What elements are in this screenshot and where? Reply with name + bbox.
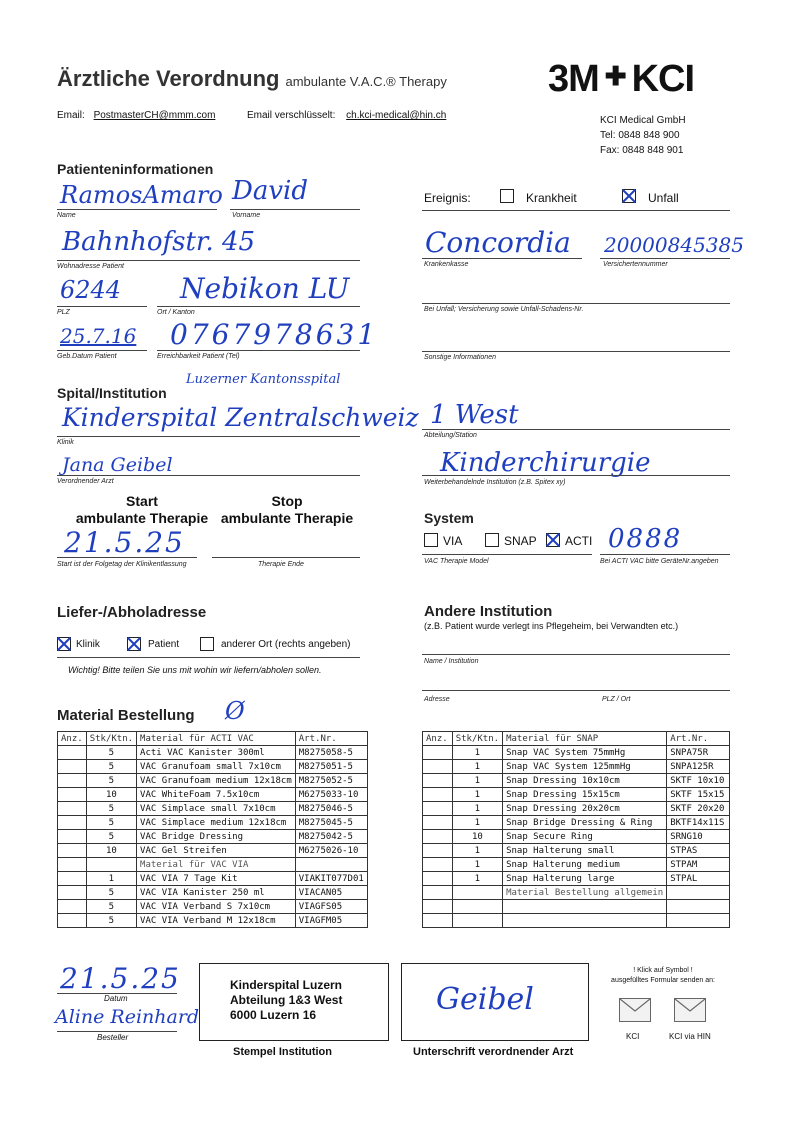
stamp-line-1: Kinderspital Luzern — [230, 978, 343, 992]
acti-material-cell — [295, 858, 367, 872]
acti-material-cell: M8275042-5 — [295, 830, 367, 844]
acti-material-cell: 5 — [86, 774, 136, 788]
acti-material-cell: VIACAN05 — [295, 886, 367, 900]
company-contact — [600, 113, 686, 158]
kci-hin-label: KCI via HIN — [669, 1032, 711, 1041]
signature-box — [401, 963, 589, 1041]
model-label: VAC Therapie Model — [424, 558, 489, 565]
andere-plz-label: PLZ / Ort — [602, 696, 631, 703]
acti-material-row — [58, 760, 368, 774]
snap-label: SNAP — [504, 534, 537, 548]
acti-material-cell: M8275045-5 — [295, 816, 367, 830]
snap-material-cell: BKTF14x11S — [667, 816, 730, 830]
snap-material-cell: 1 — [452, 746, 502, 760]
arzt-label: Verordnender Arzt — [57, 478, 114, 485]
footer-besteller-label: Besteller — [97, 1033, 129, 1042]
acti-material-cell — [86, 858, 136, 872]
snap-material-row — [423, 760, 730, 774]
snap-material-row — [423, 886, 730, 900]
snap-material-row — [423, 830, 730, 844]
acti-material-cell: 10 — [86, 788, 136, 802]
email-enc-row — [247, 110, 446, 121]
acti-material-cell: VIAGFS05 — [295, 900, 367, 914]
snap-material-cell: Snap Halterung medium — [503, 858, 667, 872]
snap-material-cell: 1 — [452, 760, 502, 774]
snap-material-cell: STPAM — [667, 858, 730, 872]
weiter-label: Weiterbehandelnde Institution (z.B. Spitex xy) — [424, 479, 566, 486]
acti-material-row — [58, 858, 368, 872]
weiter-value[interactable]: Kinderchirurgie — [440, 448, 651, 478]
patient-name-label: Name — [57, 212, 76, 219]
patient-ort-value[interactable]: Nebikon LU — [180, 272, 350, 305]
snap-material-row — [423, 802, 730, 816]
abteilung-value[interactable]: 1 West — [430, 400, 519, 430]
patient-dob-label: Geb.Datum Patient — [57, 353, 117, 360]
acti-material-qty-cell[interactable] — [58, 914, 87, 928]
title-text: Ärztliche Verordnung — [57, 66, 280, 91]
snap-material-row — [423, 858, 730, 872]
snap-material-cell: Snap Dressing 20x20cm — [503, 802, 667, 816]
acti-material-cell: 5 — [86, 760, 136, 774]
spital-annotation: Luzerner Kantonsspital — [186, 372, 341, 387]
acti-material-cell: 5 — [86, 802, 136, 816]
snap-material-qty-cell[interactable] — [423, 788, 453, 802]
patient-tel-value[interactable]: 0767978631 — [170, 318, 379, 351]
system-section-title: System — [424, 510, 474, 526]
liefer-anderer-checkbox[interactable] — [200, 637, 214, 651]
acti-material-row — [58, 746, 368, 760]
snap-material-cell — [452, 914, 502, 928]
mail-kci-icon[interactable] — [619, 998, 651, 1022]
snap-material-cell: 1 — [452, 788, 502, 802]
acti-material-cell: VAC VIA 7 Tage Kit — [137, 872, 296, 886]
versnr-value[interactable]: 20000845385 — [604, 233, 744, 257]
acti-material-cell: M8275058-5 — [295, 746, 367, 760]
acti-material-row — [58, 788, 368, 802]
snap-material-cell: 1 — [452, 844, 502, 858]
email-label: Email: — [57, 110, 85, 121]
model-value[interactable]: 0888 — [608, 524, 683, 554]
snap-material-cell: Snap Bridge Dressing & Ring — [503, 816, 667, 830]
acti-material-row — [58, 886, 368, 900]
acti-material-cell: 10 — [86, 844, 136, 858]
signature-label: Unterschrift verordnender Arzt — [413, 1046, 574, 1058]
acti-material-qty-cell[interactable] — [58, 886, 87, 900]
form-title — [57, 66, 447, 92]
snap-material-cell: SKTF 20x20 — [667, 802, 730, 816]
acti-material-cell: VAC WhiteFoam 7.5x10cm — [137, 788, 296, 802]
abteilung-label: Abteilung/Station — [424, 432, 477, 439]
snap-material-cell: 1 — [452, 802, 502, 816]
snap-material-qty-cell[interactable] — [423, 844, 453, 858]
snap-material-row — [423, 774, 730, 788]
snap-material-cell: 1 — [452, 872, 502, 886]
acti-material-header-cell: Material für ACTI VAC — [137, 732, 296, 746]
versnr-label: Versichertennummer — [603, 261, 668, 268]
title-subtitle: ambulante V.A.C.® Therapy — [285, 74, 447, 89]
acti-material-row — [58, 872, 368, 886]
start-title-2: ambulante Therapie — [75, 510, 209, 526]
acti-material-cell: VAC Bridge Dressing — [137, 830, 296, 844]
snap-material-cell: Snap Dressing 15x15cm — [503, 788, 667, 802]
acti-material-row — [58, 774, 368, 788]
snap-material-cell: Snap VAC System 125mmHg — [503, 760, 667, 774]
spital-section-title: Spital/Institution — [57, 385, 167, 401]
acti-material-header-cell: Stk/Ktn. — [86, 732, 136, 746]
snap-material-cell: SKTF 15x15 — [667, 788, 730, 802]
krankheit-label: Krankheit — [526, 191, 577, 205]
start-therapy-title — [57, 493, 227, 527]
send-instructions — [600, 966, 726, 986]
snap-material-row — [423, 844, 730, 858]
snap-checkbox[interactable] — [485, 533, 499, 547]
snap-material-cell: Snap VAC System 75mmHg — [503, 746, 667, 760]
acti-material-qty-cell[interactable] — [58, 774, 87, 788]
kasse-value[interactable]: Concordia — [425, 226, 571, 259]
snap-material-row — [423, 872, 730, 886]
acti-material-cell: M6275026-10 — [295, 844, 367, 858]
acti-material-header-cell: Art.Nr. — [295, 732, 367, 746]
email-enc-link[interactable]: ch.kci-medical@hin.ch — [346, 110, 447, 121]
snap-material-cell: SKTF 10x10 — [667, 774, 730, 788]
acti-label: ACTI — [565, 534, 593, 548]
stamp-label: Stempel Institution — [233, 1046, 332, 1058]
unfall-label: Unfall — [648, 191, 679, 205]
acti-material-cell: M8275051-5 — [295, 760, 367, 774]
email-enc-label: Email verschlüsselt: — [247, 110, 336, 121]
snap-material-cell: SRNG10 — [667, 830, 730, 844]
acti-material-row — [58, 914, 368, 928]
acti-material-qty-cell[interactable] — [58, 858, 87, 872]
kci-label: KCI — [626, 1032, 640, 1041]
therapy-end-label: Therapie Ende — [258, 561, 304, 568]
patient-dob-value[interactable]: 25.7.16 — [60, 324, 137, 348]
klinik-value[interactable]: Kinderspital Zentralschweiz — [62, 403, 419, 432]
acti-material-row — [58, 830, 368, 844]
acti-material-cell: VIAGFM05 — [295, 914, 367, 928]
acti-material-header-row — [58, 732, 368, 746]
andere-note: (z.B. Patient wurde verlegt ins Pflegeheim, bei Verwandten etc.) — [424, 621, 679, 631]
acti-material-cell: M8275052-5 — [295, 774, 367, 788]
snap-material-cell — [667, 914, 730, 928]
snap-material-qty-cell[interactable] — [423, 886, 453, 900]
snap-material-qty-cell[interactable] — [423, 914, 453, 928]
click-line-2: ausgefülltes Formular senden an: — [611, 977, 715, 984]
mail-kci-hin-icon[interactable] — [674, 998, 706, 1022]
andere-name-label: Name / Institution — [424, 658, 479, 665]
klinik-label: Klinik — [57, 439, 74, 446]
stop-therapy-title — [212, 493, 362, 527]
patient-plz-label: PLZ — [57, 309, 70, 316]
snap-material-qty-cell[interactable] — [423, 900, 453, 914]
snap-material-cell: Snap Halterung small — [503, 844, 667, 858]
snap-material-cell — [503, 900, 667, 914]
acti-material-cell: 1 — [86, 872, 136, 886]
via-label: VIA — [443, 534, 463, 548]
email-row — [57, 110, 215, 121]
stamp-text — [230, 978, 342, 1023]
snap-material-qty-cell[interactable] — [423, 760, 453, 774]
stamp-line-2: Abteilung 1&3 West — [230, 993, 343, 1007]
snap-material-qty-cell[interactable] — [423, 858, 453, 872]
snap-material-cell: Material Bestellung allgemein — [503, 886, 667, 900]
acti-material-qty-cell[interactable] — [58, 760, 87, 774]
acti-material-cell: Acti VAC Kanister 300ml — [137, 746, 296, 760]
liefer-klinik-label: Klinik — [76, 639, 100, 650]
company-logo: 3M ✚ KCI — [548, 58, 695, 100]
acti-material-cell: VAC VIA Kanister 250 ml — [137, 886, 296, 900]
snap-material-header-cell: Material für SNAP — [503, 732, 667, 746]
liefer-patient-checkbox[interactable] — [127, 637, 141, 651]
liefer-note: Wichtig! Bitte teilen Sie uns mit wohin wir liefern/abholen sollen. — [68, 665, 322, 675]
acti-material-cell: VAC Gel Streifen — [137, 844, 296, 858]
snap-material-row — [423, 900, 730, 914]
kasse-label: Krankenkasse — [424, 261, 469, 268]
patient-address-value[interactable]: Bahnhofstr. 45 — [62, 227, 256, 257]
acti-material-cell: 5 — [86, 900, 136, 914]
company-tel: Tel: 0848 848 900 — [600, 130, 680, 141]
snap-material-cell: STPAL — [667, 872, 730, 886]
acti-material-row — [58, 802, 368, 816]
stamp-box — [199, 963, 389, 1041]
material-section-title: Material Bestellung — [57, 707, 195, 724]
acti-material-cell: 5 — [86, 914, 136, 928]
liefer-patient-label: Patient — [148, 639, 180, 650]
snap-material-cell — [452, 886, 502, 900]
snap-material-cell — [452, 900, 502, 914]
company-name: KCI Medical GmbH — [600, 115, 686, 126]
stop-title-1: Stop — [271, 493, 303, 509]
patient-address-label: Wohnadresse Patient — [57, 263, 124, 270]
acti-material-qty-cell[interactable] — [58, 746, 87, 760]
acti-material-qty-cell[interactable] — [58, 788, 87, 802]
acti-material-qty-cell[interactable] — [58, 844, 87, 858]
snap-material-cell: Snap Halterung large — [503, 872, 667, 886]
stop-title-2: ambulante Therapie — [220, 510, 354, 526]
acti-material-cell: Material für VAC VIA — [137, 858, 296, 872]
acti-material-cell: VAC VIA Verband M 12x18cm — [137, 914, 296, 928]
acti-material-qty-cell[interactable] — [58, 830, 87, 844]
snap-material-qty-cell[interactable] — [423, 816, 453, 830]
snap-material-qty-cell[interactable] — [423, 802, 453, 816]
snap-material-row — [423, 788, 730, 802]
acti-material-cell: VAC Simplace medium 12x18cm — [137, 816, 296, 830]
company-fax: Fax: 0848 848 901 — [600, 145, 684, 156]
krankheit-checkbox[interactable] — [500, 189, 514, 203]
andere-adresse-label: Adresse — [424, 696, 450, 703]
unfall-checkbox[interactable] — [622, 189, 636, 203]
footer-datum-value[interactable]: 21.5.25 — [60, 962, 181, 995]
snap-material-row — [423, 746, 730, 760]
snap-material-row — [423, 914, 730, 928]
acti-material-cell: 5 — [86, 746, 136, 760]
sonstige-label: Sonstige Informationen — [424, 354, 496, 361]
email-link[interactable]: PostmasterCH@mmm.com — [93, 110, 216, 121]
acti-material-cell: 5 — [86, 886, 136, 900]
acti-material-header-cell: Anz. — [58, 732, 87, 746]
acti-material-cell: VAC Granufoam small 7x10cm — [137, 760, 296, 774]
snap-material-header-cell: Art.Nr. — [667, 732, 730, 746]
stamp-line-3: 6000 Luzern 16 — [230, 1008, 317, 1022]
snap-material-cell: Snap Secure Ring — [503, 830, 667, 844]
patient-plz-value[interactable]: 6244 — [60, 276, 122, 304]
snap-material-qty-cell[interactable] — [423, 830, 453, 844]
acti-material-cell: VAC VIA Verband S 7x10cm — [137, 900, 296, 914]
snap-material-cell: 1 — [452, 774, 502, 788]
click-line-1: ! Klick auf Symbol ! — [633, 967, 693, 974]
acti-material-row — [58, 816, 368, 830]
snap-material-header-cell: Anz. — [423, 732, 453, 746]
snap-material-qty-cell[interactable] — [423, 774, 453, 788]
acti-material-cell: M6275033-10 — [295, 788, 367, 802]
acti-material-row — [58, 900, 368, 914]
footer-datum-label: Datum — [104, 994, 128, 1003]
snap-material-cell: SNPA75R — [667, 746, 730, 760]
acti-material-row — [58, 844, 368, 858]
patient-vorname-label: Vorname — [232, 212, 261, 219]
therapy-start-label: Start ist der Folgetag der Klinikentlassung — [57, 561, 187, 568]
acti-material-qty-cell[interactable] — [58, 900, 87, 914]
snap-material-cell: SNPA125R — [667, 760, 730, 774]
acti-checkbox[interactable] — [546, 533, 560, 547]
material-mark: Ø — [225, 697, 245, 725]
acti-material-cell: VAC Granufoam medium 12x18cm — [137, 774, 296, 788]
patient-tel-label: Erreichbarkeit Patient (Tel) — [157, 353, 240, 360]
patient-section-title: Patienteninformationen — [57, 161, 214, 177]
snap-material-qty-cell[interactable] — [423, 746, 453, 760]
acti-material-cell: VAC Simplace small 7x10cm — [137, 802, 296, 816]
arzt-value[interactable]: Jana Geibel — [62, 454, 173, 476]
acti-material-table — [57, 731, 368, 928]
acti-material-qty-cell[interactable] — [58, 802, 87, 816]
snap-material-cell: 10 — [452, 830, 502, 844]
snap-material-row — [423, 816, 730, 830]
snap-material-table — [422, 731, 730, 928]
acti-material-cell: VIAKIT077D01 — [295, 872, 367, 886]
acti-material-cell: M8275046-5 — [295, 802, 367, 816]
acti-material-cell: 5 — [86, 816, 136, 830]
unfall-info-label: Bei Unfall; Versicherung sowie Unfall-Schadens-Nr. — [424, 306, 584, 313]
footer-besteller-value[interactable]: Aline Reinhard — [55, 1006, 200, 1028]
snap-material-header-cell: Stk/Ktn. — [452, 732, 502, 746]
andere-section-title: Andere Institution — [424, 603, 553, 620]
snap-material-cell — [667, 900, 730, 914]
snap-material-cell: 1 — [452, 816, 502, 830]
acti-note-label: Bei ACTI VAC bitte GeräteNr.angeben — [600, 558, 719, 565]
patient-name-value[interactable]: RamosAmaro — [60, 181, 223, 209]
snap-material-cell — [503, 914, 667, 928]
snap-material-qty-cell[interactable] — [423, 872, 453, 886]
snap-material-cell — [667, 886, 730, 900]
acti-material-cell: 5 — [86, 830, 136, 844]
start-title-1: Start — [126, 493, 158, 509]
liefer-section-title: Liefer-/Abholadresse — [57, 604, 207, 621]
acti-material-qty-cell[interactable] — [58, 816, 87, 830]
liefer-anderer-label: anderer Ort (rechts angeben) — [221, 639, 351, 650]
signature-value: Geibel — [436, 982, 534, 1017]
event-label: Ereignis: — [424, 191, 471, 205]
snap-material-cell: Snap Dressing 10x10cm — [503, 774, 667, 788]
therapy-start-value[interactable]: 21.5.25 — [64, 526, 185, 559]
patient-ort-label: Ort / Kanton — [157, 309, 195, 316]
snap-material-header-row — [423, 732, 730, 746]
liefer-klinik-checkbox[interactable] — [57, 637, 71, 651]
via-checkbox[interactable] — [424, 533, 438, 547]
snap-material-cell: 1 — [452, 858, 502, 872]
patient-vorname-value[interactable]: David — [232, 176, 308, 206]
acti-material-qty-cell[interactable] — [58, 872, 87, 886]
snap-material-cell: STPAS — [667, 844, 730, 858]
